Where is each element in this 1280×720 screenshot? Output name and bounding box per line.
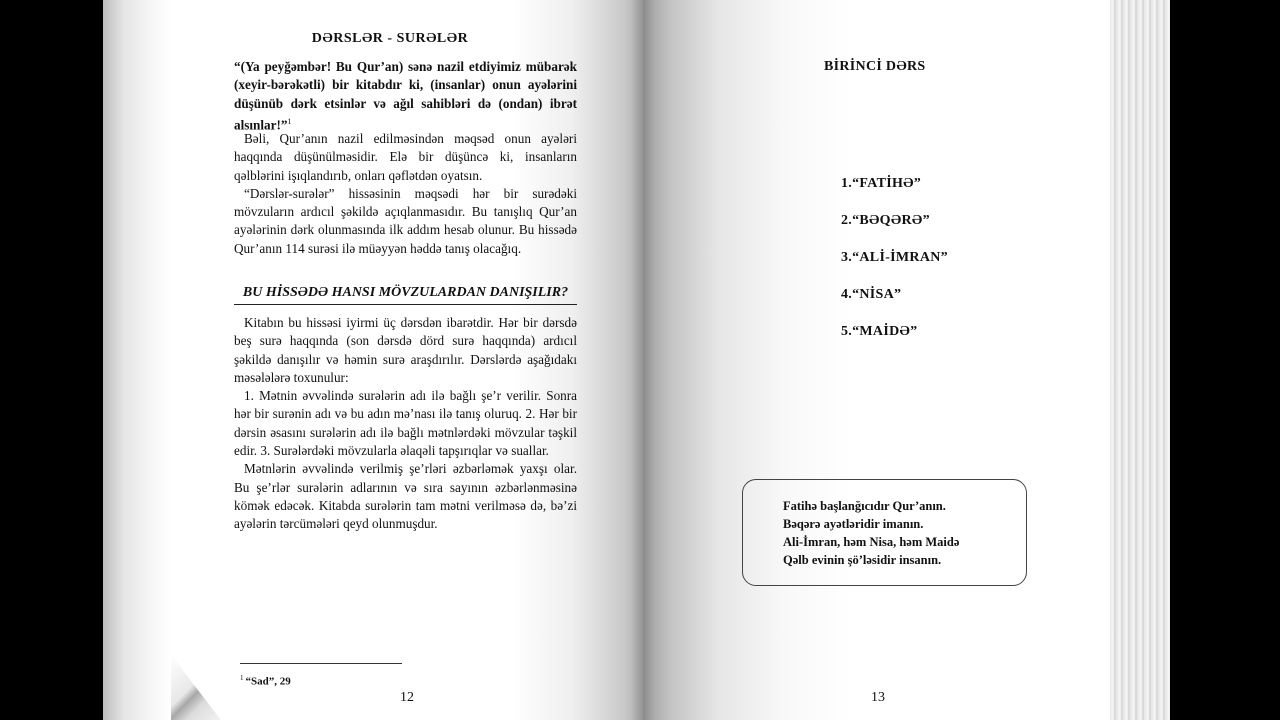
- intro-text: [234, 130, 577, 258]
- poem-line: Ali-İmran, həm Nisa, həm Maidə: [783, 535, 960, 549]
- footnote-mark: 1: [240, 674, 244, 682]
- section-heading: BU HİSSƏDƏ HANSI MÖVZULARDAN DANIŞILIR?: [234, 285, 577, 305]
- poem-line: Qəlb evinin şö’ləsidir insanın.: [783, 553, 942, 567]
- quran-quote: [234, 58, 577, 135]
- intro-paragraph: Bəli, Qur’anın nazil edilməsindən məqsəd onun ayələri haqqında düşünülməsidir. Elə bir düşüncə ki, insanların qəlblərini işıqlandırıb, onları qəflətdən oyatsın.: [234, 131, 577, 183]
- surah-item: 3.“ALİ-İMRAN”: [841, 250, 948, 265]
- section-paragraph: Mətnlərin əvvəlində verilmiş şe’rləri əzbərləmək yaxşı olar. Bu şe’rlər surələrin adlarının və sıra sayının əzbərlənməsinə kömək edəcək. Kitabda surələrin tam mətni verilməsə də, bə’zi ayələrin tərcümələri qeyd olunmuşdur.: [234, 461, 577, 532]
- poem-line: Bəqərə ayətləridir imanın.: [783, 517, 924, 531]
- right-page-number: 13: [871, 690, 885, 705]
- surah-list: [841, 175, 948, 360]
- footnote-text: “Sad”, 29: [245, 675, 291, 688]
- footnote: [240, 674, 291, 688]
- surah-item: 4.“NİSA”: [841, 287, 902, 302]
- book-spine: [631, 0, 655, 720]
- intro-paragraph: “Dərslər-surələr” hissəsinin məqsədi hər bir surədəki mövzuların ardıcıl şəkildə açıqlanmasıdır. Bu tanışlıq Qur’an ayələrinin dərk olunmasında ilk addım hesab olunur. Bu hissədə Qur’anın 114 surəsi ilə müəyyən həddə tanış olacağıq.: [234, 185, 577, 256]
- quote-text: “(Ya peyğəmbər! Bu Qur’an) sənə nazil etdiyimiz mübarək (xeyir-bərəkətli) bir kitabdır ki, (insanlar) onun ayələrini düşünüb dərk etsinlər və ağıl sahibləri də (ondan) ibrət alsınlar!”: [234, 59, 577, 133]
- poem-box: [742, 479, 1027, 586]
- lesson-title: BİRİNCİ DƏRS: [824, 59, 926, 74]
- quote-footnote-mark: 1: [287, 116, 292, 126]
- right-page[interactable]: [643, 0, 1110, 720]
- left-page-number: 12: [400, 690, 414, 705]
- poem-line: Fatihə başlanğıcıdır Qur’anın.: [783, 499, 946, 513]
- section-paragraph: 1. Mətnin əvvəlində surələrin adı ilə bağlı şe’r verilir. Sonra hər bir surənin adı və bu adın mə’nası ilə tanış oluruq. 2. Hər bir dərsin əsasını surələrin adı ilə bağlı mətnlərdəki mövzular təşkil edir. 3. Surələrdəki mövzularla əlaqəli tapşırıqlar və suallar.: [234, 388, 577, 459]
- right-page-stack: [1110, 0, 1170, 720]
- open-book: [103, 0, 1170, 720]
- section-text: [234, 314, 577, 534]
- surah-item: 5.“MAİDƏ”: [841, 324, 918, 339]
- left-page-stack: [103, 0, 171, 720]
- surah-item: 1.“FATİHƏ”: [841, 176, 922, 191]
- left-page-title: DƏRSLƏR - SURƏLƏR: [311, 31, 469, 46]
- surah-item: 2.“BƏQƏRƏ”: [841, 213, 930, 228]
- footnote-divider: [240, 663, 402, 664]
- section-paragraph: Kitabın bu hissəsi iyirmi üç dərsdən ibarətdir. Hər bir dərsdə beş surə haqqında (son dərsdə dörd surə haqqında) ardıcıl şəkildə danışılır və həmin surə araşdırılır. Dərslərdə aşağıdakı məsələlərə toxunulur:: [234, 315, 577, 385]
